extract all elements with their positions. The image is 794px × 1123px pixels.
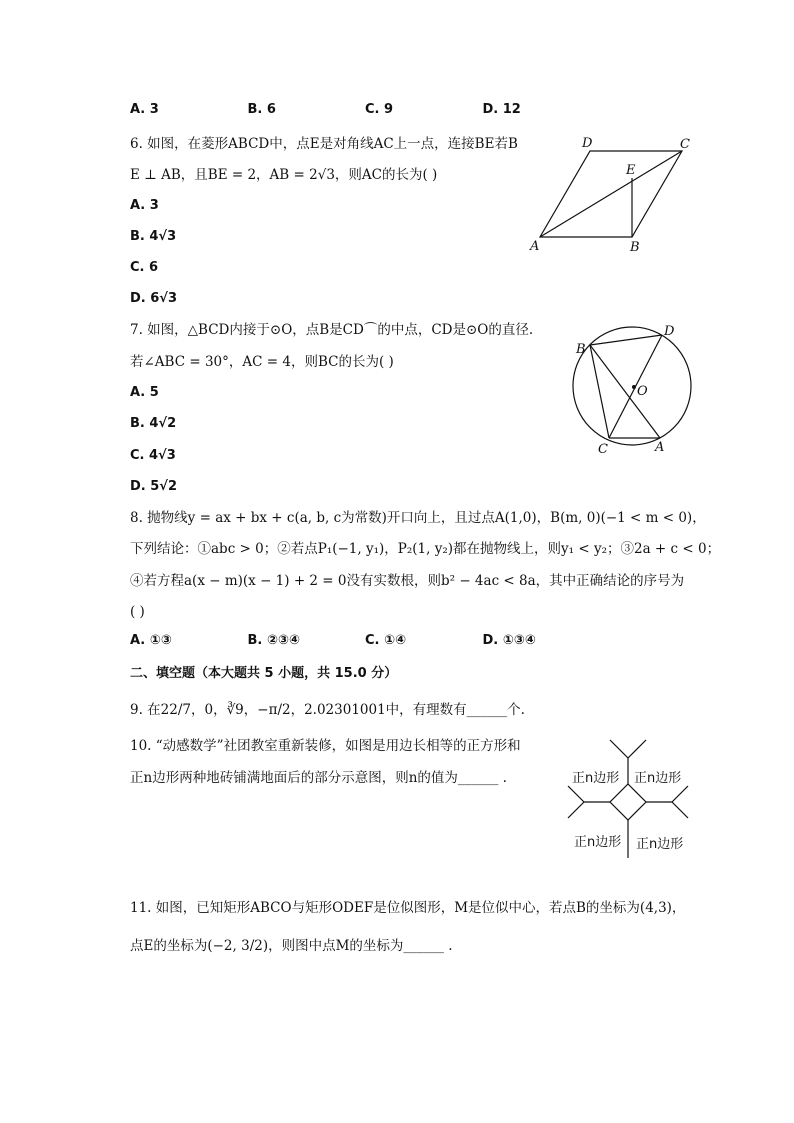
q6-option-c: C. 6 xyxy=(130,260,159,275)
q8-option-b: B. ②③④ xyxy=(247,633,300,648)
q8-stem-line2: 下列结论：①abc > 0；②若点P₁(−1, y₁)，P₂(1, y₂)都在抛物线上，则y₁ < y₂；③2a + c < 0； xyxy=(130,541,721,557)
q10-stem-line1: 10. “动感数学”社团教室重新装修，如图是用边长相等的正方形和 xyxy=(130,738,521,754)
q10-tiling-figure xyxy=(566,738,696,858)
q8-stem-line1: 8. 抛物线y = ax + bx + c(a, b, c为常数)开口向上，且过点A(1,0)，B(m, 0)(−1 < m < 0)， xyxy=(130,510,706,526)
label-c: C xyxy=(598,442,608,457)
label-a: A xyxy=(655,440,665,455)
chord-bc xyxy=(590,345,609,438)
label-polygon-bl: 正n边形 xyxy=(574,835,622,850)
q5-option-d: D. 12 xyxy=(482,102,521,117)
q7-option-a: A. 5 xyxy=(130,385,159,400)
q8-options xyxy=(130,633,600,648)
diagonal-ac xyxy=(540,151,682,237)
q5-option-b: B. 6 xyxy=(247,102,276,117)
q6-option-b: B. 4√3 xyxy=(130,229,177,244)
label-polygon-br: 正n边形 xyxy=(636,837,684,852)
q7-option-d: D. 5√2 xyxy=(130,479,178,494)
q6-option-a: A. 3 xyxy=(130,198,159,213)
q6-rhombus-figure xyxy=(528,134,698,256)
q9-stem: 9. 在22/7，0，∛9，−π/2，2.02301001中，有理数有______个. xyxy=(130,702,525,718)
q7-stem-line1: 7. 如图，△BCD内接于⊙O，点B是CD⌒的中点，CD是⊙O的直径. xyxy=(130,322,534,338)
q7-option-b: B. 4√2 xyxy=(130,416,177,431)
label-o: O xyxy=(637,384,648,399)
q7-circle-figure xyxy=(566,320,706,460)
label-a: A xyxy=(530,239,540,254)
q8-option-c: C. ①④ xyxy=(365,633,407,648)
q8-option-d: D. ①③④ xyxy=(482,633,536,648)
label-d: D xyxy=(664,324,675,339)
section-fill-blank-title: 二、填空题（本大题共 5 小题，共 15.0 分） xyxy=(130,666,398,681)
q11-stem-line2: 点E的坐标为(−2, 3/2)，则图中点M的坐标为______ . xyxy=(130,938,453,954)
q8-stem-line4: ( ) xyxy=(130,604,145,620)
q8-option-a: A. ①③ xyxy=(130,633,172,648)
label-polygon-tr: 正n边形 xyxy=(634,771,682,786)
q8-stem-line3: ④若方程a(x − m)(x − 1) + 2 = 0没有实数根，则b² − 4ac < 8a，其中正确结论的序号为 xyxy=(130,573,685,589)
label-b: B xyxy=(576,342,586,357)
q11-stem-line1: 11. 如图，已知矩形ABCO与矩形ODEF是位似图形，M是位似中心，若点B的坐标为(4,3)， xyxy=(130,900,686,916)
label-c: C xyxy=(680,137,690,152)
q5-option-a: A. 3 xyxy=(130,102,159,117)
label-d: D xyxy=(582,136,593,151)
q6-stem-line1: 6. 如图，在菱形ABCD中，点E是对角线AC上一点，连接BE若B xyxy=(130,136,518,152)
center-point xyxy=(632,385,636,389)
q5-options xyxy=(130,102,600,117)
q7-option-c: C. 4√3 xyxy=(130,448,176,463)
q6-option-d: D. 6√3 xyxy=(130,291,178,306)
square-tile xyxy=(610,784,646,820)
q7-stem-line2: 若∠ABC = 30°，AC = 4，则BC的长为( ) xyxy=(130,354,394,370)
q10-stem-line2: 正n边形两种地砖铺满地面后的部分示意图，则n的值为______ . xyxy=(130,770,507,786)
label-b: B xyxy=(630,240,640,255)
q5-option-c: C. 9 xyxy=(365,102,394,117)
label-polygon-tl: 正n边形 xyxy=(572,771,620,786)
label-e: E xyxy=(626,163,636,178)
q6-stem-line2: E ⊥ AB，且BE = 2，AB = 2√3，则AC的长为( ) xyxy=(130,167,438,183)
